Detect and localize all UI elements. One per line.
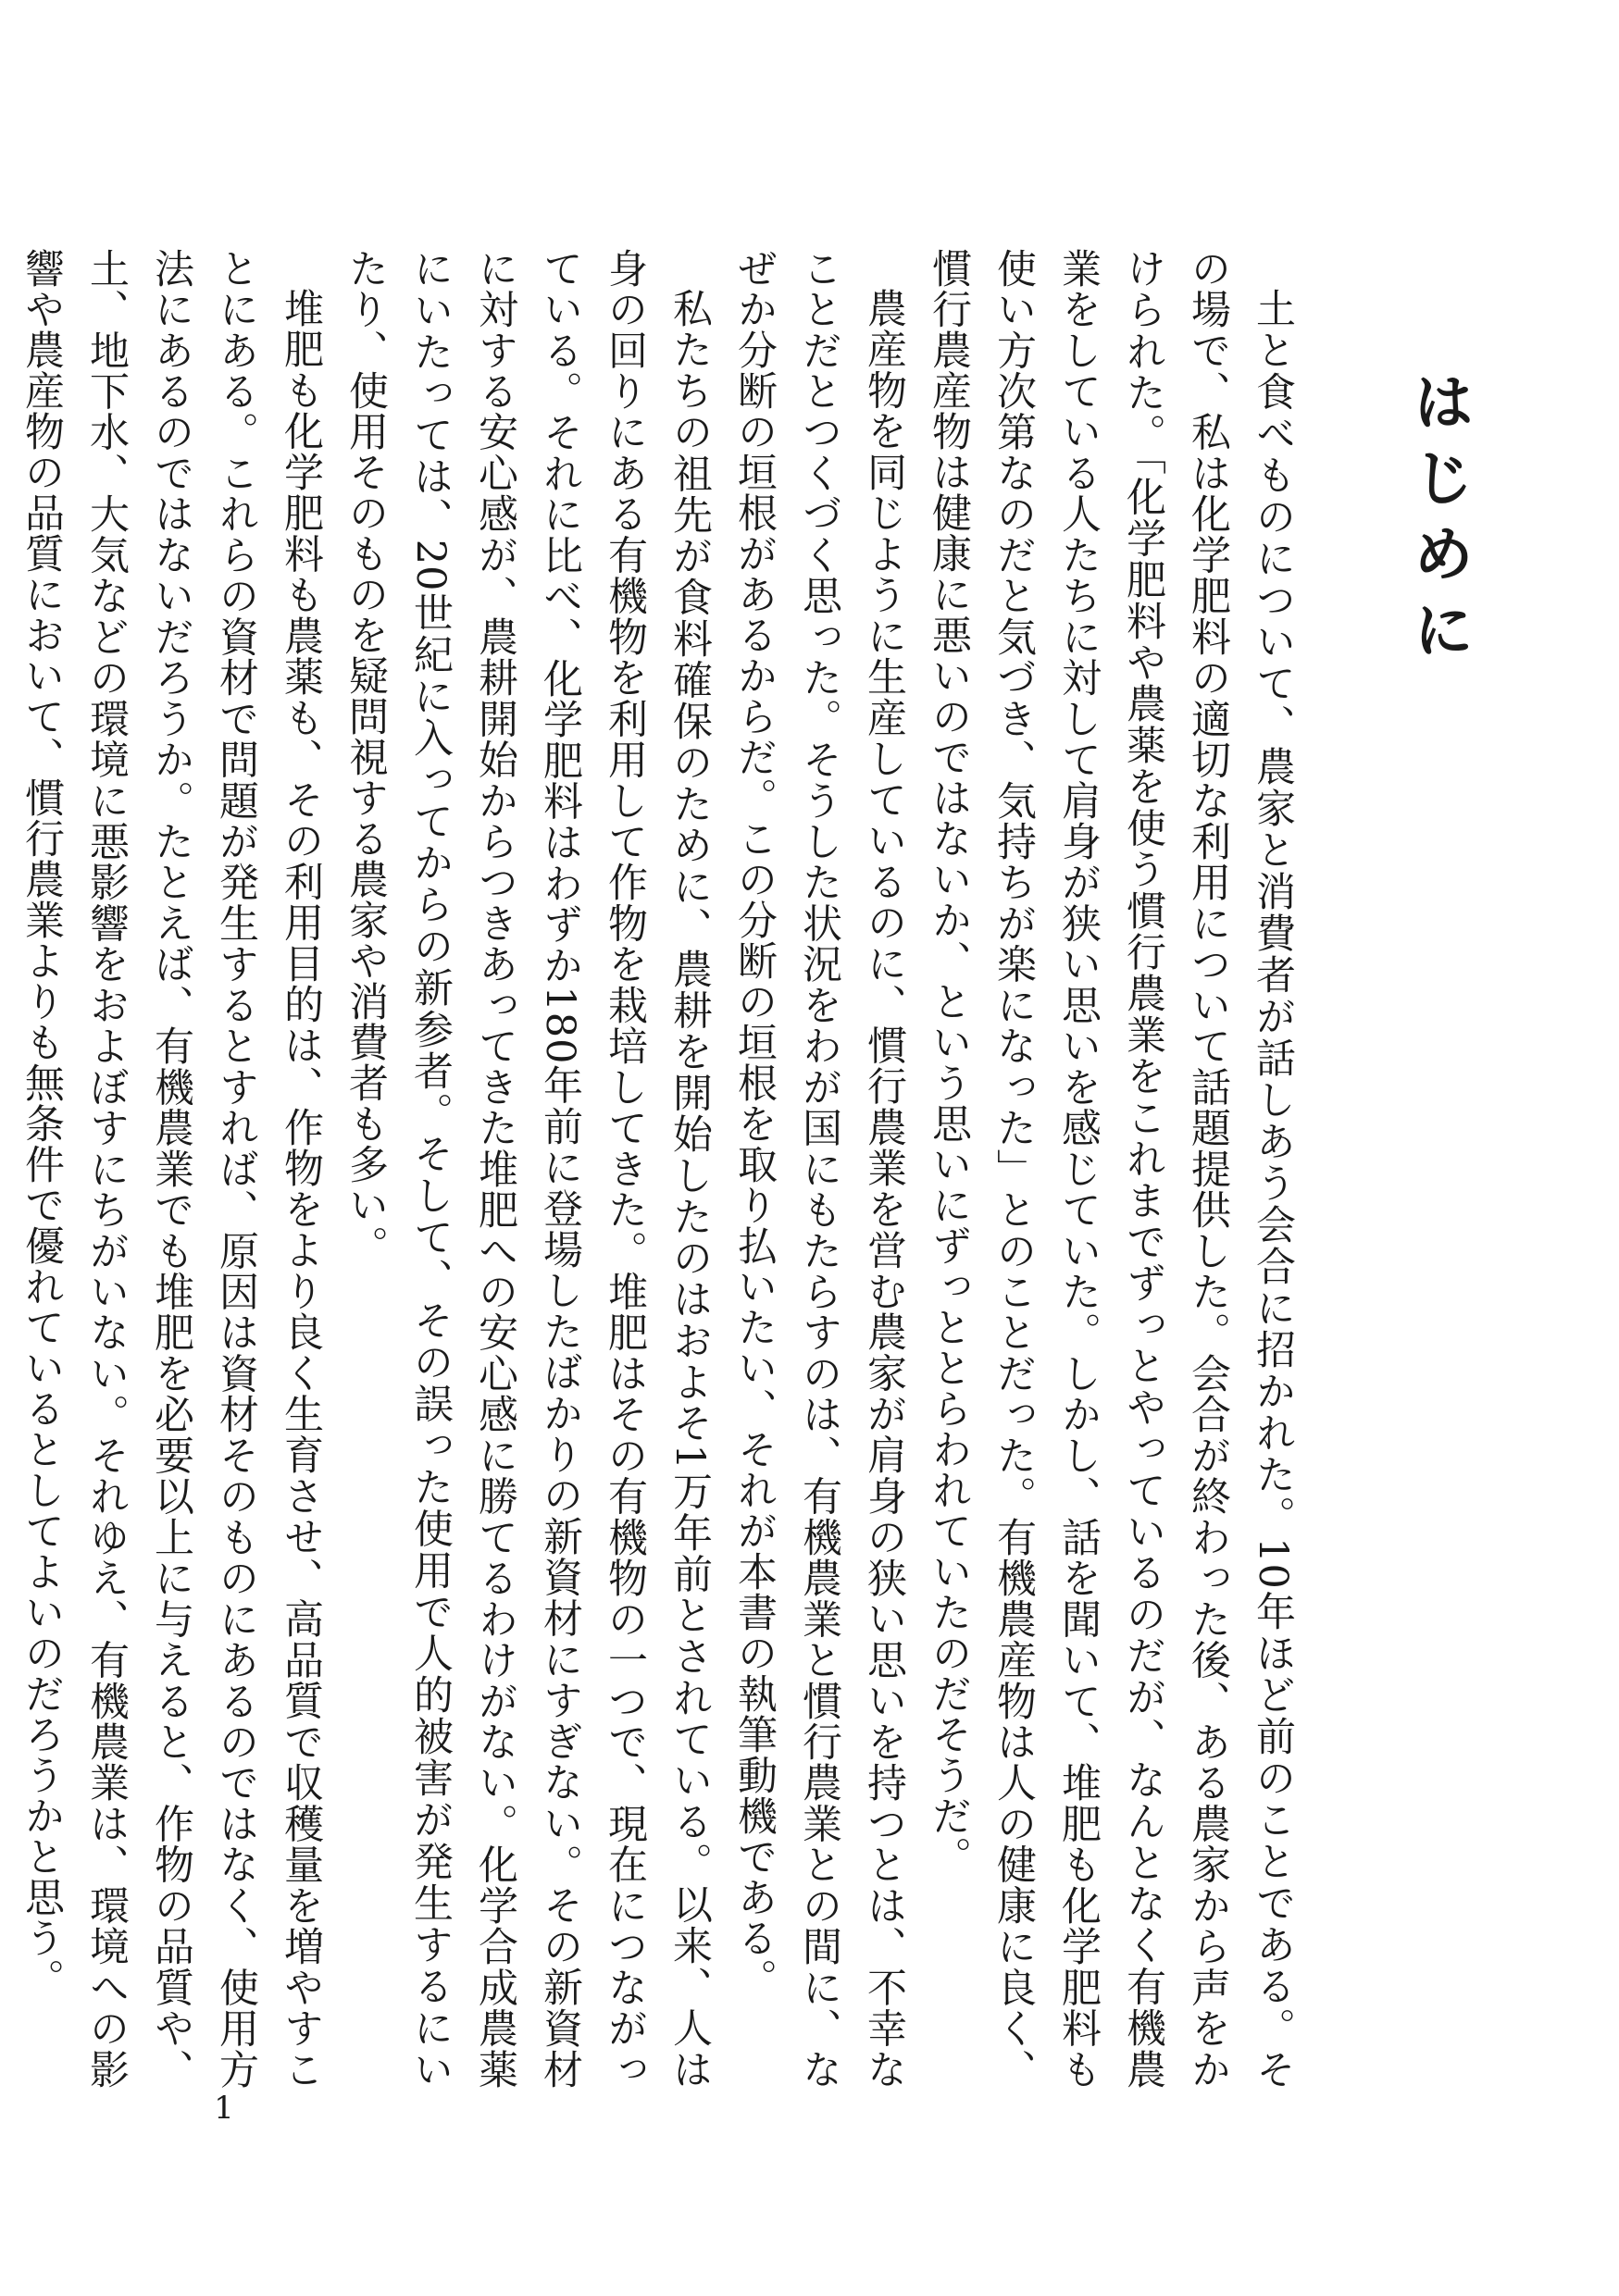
paragraph: 土と食べものについて、農家と消費者が話しあう会合に招かれた。10年ほど前のことである。その場で、私は化学肥料の適切な利用について話題提供した。会合が終わった後、ある農家から声をかけられた。「化学肥料や農薬を使う慣行農業をこれまでずっとやっているのだが、なんとなく有機農業をしている人たちに対して肩身が狭い思いを感じていた。しかし、話を聞いて、堆肥も化学肥料も使い方次第なのだと気づき、気持ちが楽になった」とのことだった。有機農産物は人の健康に良く、慣行農産物は健康に悪いのではないか、という思いにずっととらわれていたのだそうだ。: [926, 248, 1296, 2091]
paragraph: 堆肥も化学肥料も農薬も、その利用目的は、作物をより良く生育させ、高品質で収穫量を増やすことにある。これらの資材で問題が発生するとすれば、原因は資材そのものにあるのではなく、使用方法にあるのではないだろうか。たとえば、有機農業でも堆肥を必要以上に与えると、作物の品質や、土、地下水、大気などの環境に悪影響をおよぼすにちがいない。それゆえ、有機農業は、環境への影響や農産物の品質において、慣行農業よりも無条件で優れているとしてよいのだろうかと思う。: [19, 248, 324, 2091]
page-title: はじめに: [1402, 370, 1476, 674]
paragraph: 私たちの祖先が食料確保のために、農耕を開始したのはおよそ1万年前とされている。以来、人は身の回りにある有機物を利用して作物を栽培してきた。堆肥はその有機物の一つで、現在につながっている。それに比べ、化学肥料はわずか180年前に登場したばかりの新資材にすぎない。その新資材に対する安心感が、農耕開始からつきあってきた堆肥への安心感に勝てるわけがない。化学合成農薬にいたっては、20世紀に入ってからの新参者。そして、その誤った使用で人的被害が発生するにいたり、使用そのものを疑問視する農家や消費者も多い。: [342, 248, 713, 2091]
body-text: [19, 248, 1305, 2091]
page-number: 1: [214, 2090, 234, 2127]
paragraph: 農産物を同じように生産しているのに、慣行農業を営む農家が肩身の狭い思いを持つとは、不幸なことだとつくづく思った。そうした状況をわが国にもたらすのは、有機農業と慣行農業との間に、なぜか分断の垣根があるからだ。この分断の垣根を取り払いたい、それが本書の執筆動機である。: [731, 248, 907, 2091]
